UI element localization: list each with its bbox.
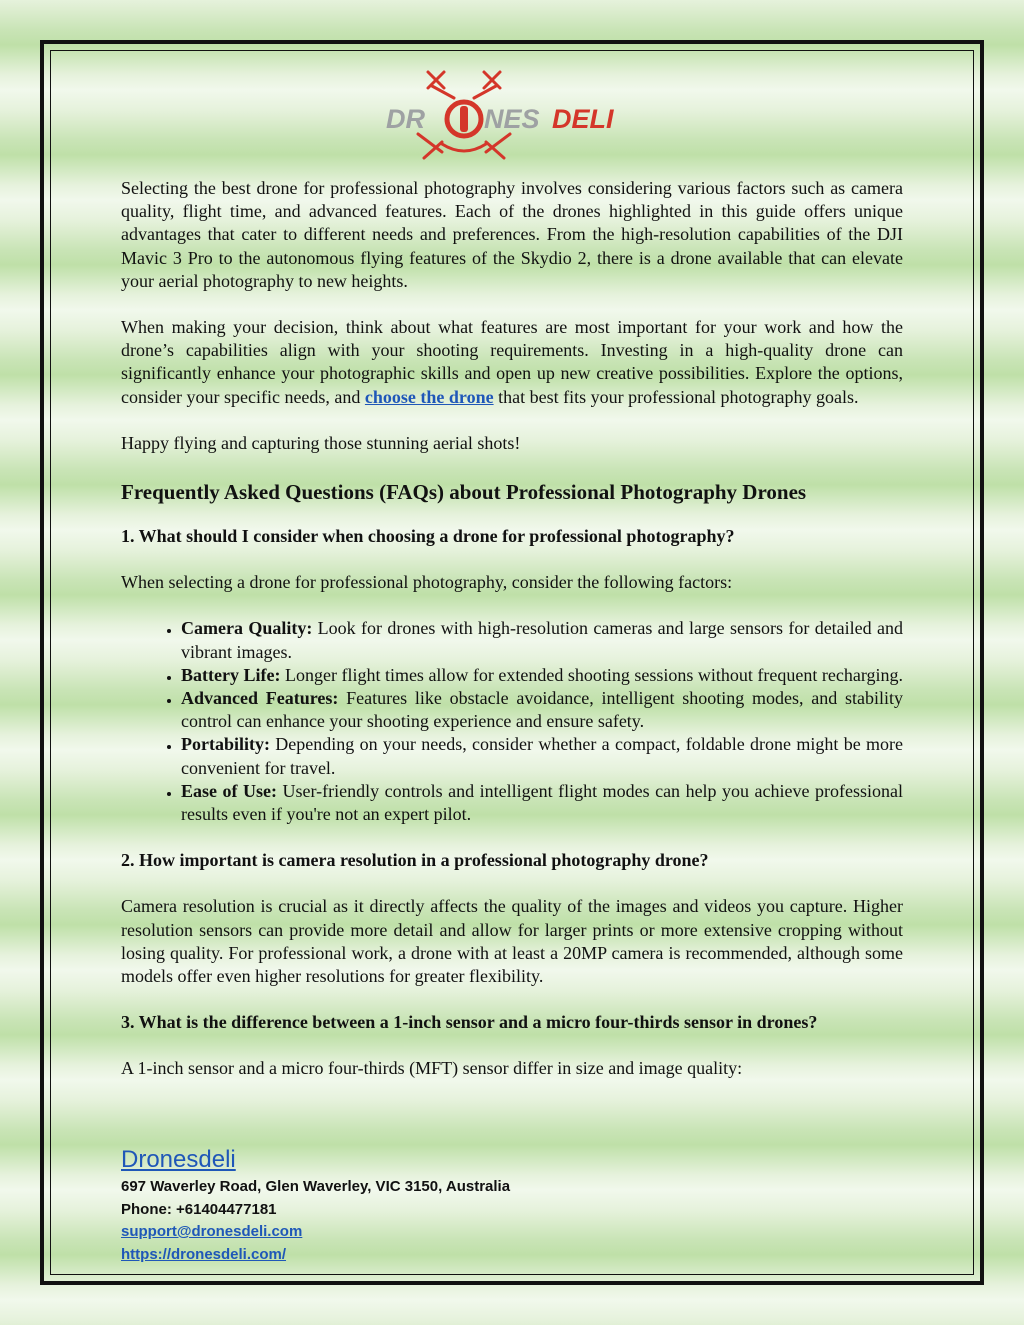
email-link[interactable]: support@dronesdeli.com xyxy=(121,1223,303,1240)
faq-answer-3: A 1-inch sensor and a micro four-thirds (MFT) sensor differ in size and image quality: xyxy=(121,1058,743,1079)
factor-label: Camera Quality: xyxy=(181,618,313,639)
factor-text: Depending on your needs, consider whether a compact, foldable drone might be more convenient for travel. xyxy=(181,734,903,778)
logo-text-deli: DELI xyxy=(552,104,614,134)
faq-heading: Frequently Asked Questions (FAQs) about Professional Photography Drones xyxy=(121,480,807,505)
factor-label: Battery Life: xyxy=(181,664,281,685)
factor-text: Look for drones with high-resolution cameras and large sensors for detailed and vibrant images. xyxy=(181,618,903,662)
list-item xyxy=(181,664,903,687)
list-item xyxy=(181,687,903,733)
factor-label: Portability: xyxy=(181,734,270,755)
list-item xyxy=(181,617,903,663)
factor-text: Longer flight times allow for extended shooting sessions without frequent recharging. xyxy=(280,664,904,685)
faq-question-1: 1. What should I consider when choosing a drone for professional photography? xyxy=(121,526,735,547)
dronesdeli-logo xyxy=(384,68,634,168)
faq-answer-2: Camera resolution is crucial as it directly affects the quality of the images and videos you capture. Higher resolution sensors can provide more detail and allow for larger prints or more extensive cropping without losing quality. For professional work, a drone with at least a 20MP camera is recommended, although some models offer even higher resolutions for greater flexibility. xyxy=(121,896,903,987)
intro-paragraph: Selecting the best drone for professional photography involves considering various factors such as camera quality, flight time, and advanced features. Each of the drones highlighted in this guide offers unique advantages that cater to different needs and preferences. From the high-resolution capabilities of the DJI Mavic 3 Pro to the autonomous flying features of the Skydio 2, there is a drone available that can elevate your aerial photography to new heights. xyxy=(121,178,903,291)
choose-the-drone-link[interactable]: choose the drone xyxy=(364,386,494,407)
decision-paragraph xyxy=(121,316,903,409)
decision-paragraph-start: When making your decision, think about what features are most important for your work and how the drone’s capabilities align with your shooting requirements. Investing in a high-quality drone can significantly enhance your photographic skills and open up new creative possibilities. Explore the options, consider your specific needs, and xyxy=(121,317,903,407)
closing-line: Happy flying and capturing those stunning aerial shots! xyxy=(121,432,521,453)
factor-text: Features like obstacle avoidance, intelligent shooting modes, and stability control can enhance your shooting experience and ensure safety. xyxy=(181,688,903,732)
address: 697 Waverley Road, Glen Waverley, VIC 3150, Australia xyxy=(121,1178,511,1195)
list-item xyxy=(181,780,903,826)
logo-text-nes: NES xyxy=(484,104,540,134)
contact-footer xyxy=(121,1144,510,1266)
faq-answer-1: When selecting a drone for professional photography, consider the following factors: xyxy=(121,572,733,593)
logo-text-dr: DR xyxy=(386,104,425,134)
factor-list xyxy=(121,617,903,826)
website-link[interactable]: https://dronesdeli.com/ xyxy=(121,1245,287,1263)
phone-number: Phone: +61404477181 xyxy=(121,1200,277,1218)
factor-text: User-friendly controls and intelligent flight modes can help you achieve professional results even if you're not an expert pilot. xyxy=(181,780,904,825)
list-item xyxy=(181,733,903,779)
decision-paragraph-end: that best fits your professional photography goals. xyxy=(493,386,859,407)
faq-question-2: 2. How important is camera resolution in a professional photography drone? xyxy=(121,850,709,871)
company-name-link[interactable]: Dronesdeli xyxy=(121,1146,236,1173)
article-body xyxy=(121,177,903,1104)
factor-label: Ease of Use: xyxy=(181,780,277,801)
faq-question-3: 3. What is the difference between a 1-inch sensor and a micro four-thirds sensor in drones? xyxy=(121,1012,818,1033)
factor-label: Advanced Features: xyxy=(181,688,339,709)
